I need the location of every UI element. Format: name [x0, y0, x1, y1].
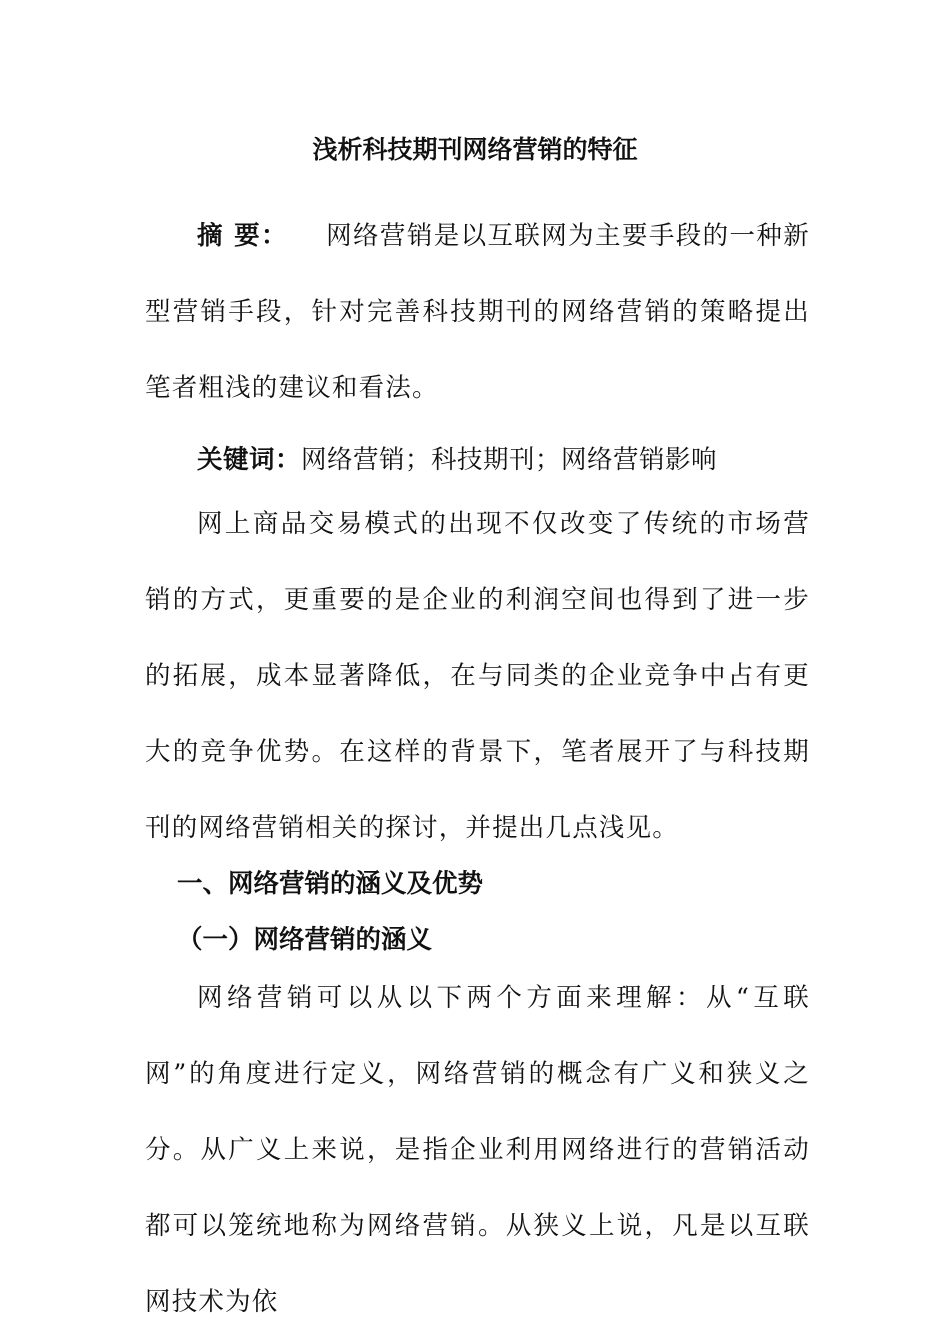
subsection-heading: （一）网络营销的涵义 [177, 925, 433, 955]
section-paragraph: 网络营销可以从以下两个方面来理解：从“互联网”的角度进行定义，网络营销的概念有广义和狭义之分。从广义上来说，是指企业利用网络进行的营销活动都可以笼统地称为网络营销。从狭义上说，凡是以互联网技术为依 [145, 983, 810, 1317]
abstract-label: 摘 要： [197, 221, 288, 251]
keywords-label: 关键词： [197, 445, 302, 475]
section-heading: 一、网络营销的涵义及优势 [177, 869, 484, 899]
abstract-text: 网络营销是以互联网为主要手段的一种新型营销手段，针对完善科技期刊的网络营销的策略提出笔者粗浅的建议和看法。 [145, 221, 810, 403]
keywords-text: 网络营销；科技期刊；网络营销影响 [301, 445, 718, 475]
keywords-line [145, 440, 810, 480]
document-title: 浅析科技期刊网络营销的特征 [312, 135, 638, 164]
abstract-paragraph [145, 198, 810, 426]
intro-paragraph: 网上商品交易模式的出现不仅改变了传统的市场营销的方式，更重要的是企业的利润空间也得到了进一步的拓展，成本显著降低，在与同类的企业竞争中占有更大的竞争优势。在这样的背景下，笔者展开了与科技期刊的网络营销相关的探讨，并提出几点浅见。 [145, 509, 810, 843]
